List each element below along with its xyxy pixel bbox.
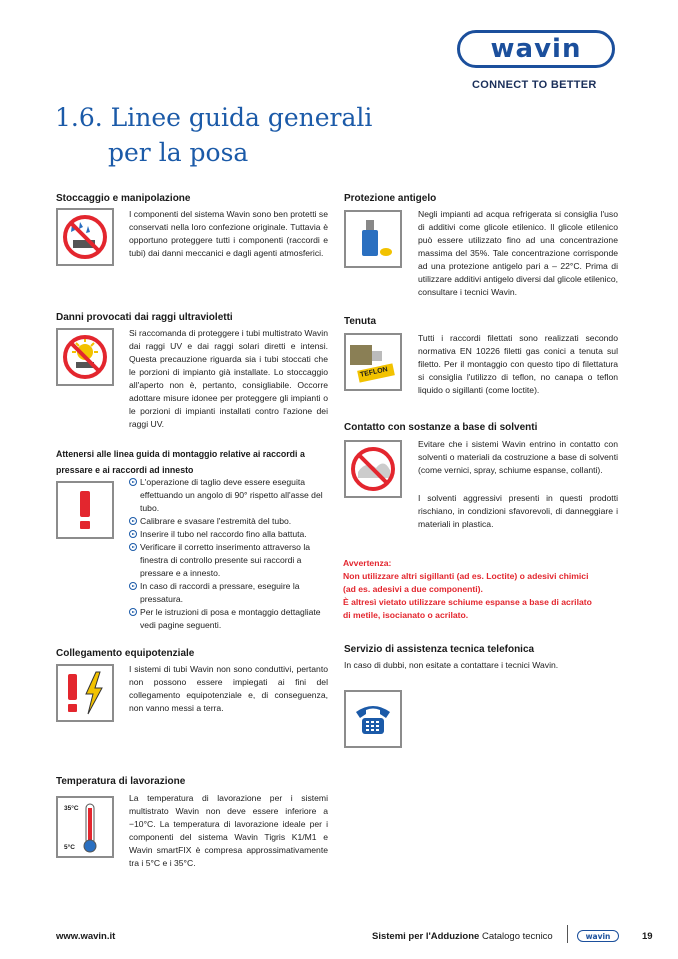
assistenza-heading: Servizio di assistenza tecnica telefonica: [344, 644, 535, 655]
footer-divider: [567, 925, 568, 943]
warning-exclamation-icon: [56, 481, 114, 539]
page-number: 19: [642, 931, 653, 942]
list-item: In caso di raccordi a pressare, eseguire la pressatura.: [129, 580, 329, 606]
antigelo-text: Negli impianti ad acqua refrigerata si consiglia l'uso di additivi come glicole etilenico. Il glicole etilenico può essere utilizzato fino ad una concentrazione massima del 35%. Tale concentrazione corrisponde ad una protezione antigelo pari a – 22°C. Prima di utilizzare additivi antigelo diversi dal glicole etilenico, consultare i tecnici Wavin.: [418, 209, 618, 297]
bullet-arrow-icon: [129, 530, 137, 538]
stoccaggio-heading: Stoccaggio e manipolazione: [56, 193, 191, 204]
list-item: Calibrare e svasare l'estremità del tubo.: [129, 515, 329, 528]
montaggio-heading-line-1: Attenersi alle linea guida di montaggio relative ai raccordi a: [56, 449, 305, 459]
wavin-logo: [457, 30, 615, 68]
footer-catalog-rest: Catalogo tecnico: [479, 931, 553, 942]
bullet-arrow-icon: [129, 582, 137, 590]
antifreeze-bottle-icon: [344, 210, 402, 268]
footer-wavin-logo: [577, 930, 619, 942]
avvertenza-line-2: (ad es. adesivi a due componenti).: [343, 584, 483, 594]
avvertenza-box: [343, 557, 592, 622]
teflon-label: TEFLON: [359, 366, 389, 379]
equipotenziale-text: I sistemi di tubi Wavin non sono conduttivi, pertanto non possono essere impiegati ai fini del collegamento equipotenziale e, di conseguenza, non vanno messi a terra.: [129, 664, 328, 713]
bullet-arrow-icon: [129, 543, 137, 551]
footer-logo-text: wavin: [585, 931, 611, 941]
avvertenza-line-1: Non utilizzare altri sigillanti (ad es. Loctite) o adesivi chimici: [343, 571, 589, 581]
bullet-arrow-icon: [129, 478, 137, 486]
tenuta-text: Tutti i raccordi filettati sono realizzati secondo normativa EN 10226 filetti gas conici a tenuta sul filetto. Per il montaggio con questo tipo di filettatura si consiglia l'utilizzo di teflon, no canapa o teflon liquido o sigillanti (come loctite).: [418, 333, 618, 395]
no-sun-icon: [56, 328, 114, 386]
tagline: CONNECT TO BETTER: [472, 79, 597, 91]
footer-url[interactable]: www.wavin.it: [56, 931, 116, 942]
no-solvents-icon: [344, 440, 402, 498]
uv-text: Si raccomanda di proteggere i tubi multistrato Wavin dai raggi UV e dai raggi solari diretti e intensi. Questa precauzione riguarda sia i tubi stoccati che le porzioni di impianto già installate. Lo stoccaggio all'aperto non è, pertanto, consigliabile. Occorre adottare misure idonee per proteggere gli impianti o le porzioni di impianti installati contro l'azione dei raggi UV.: [129, 328, 328, 429]
title-line-1: 1.6. Linee guida generali: [55, 103, 373, 132]
list-item: Inserire il tubo nel raccordo fino alla battuta.: [129, 528, 329, 541]
list-item: L'operazione di taglio deve essere eseguita effettuando un angolo di 90° rispetto all'asse del tubo.: [129, 476, 329, 515]
solventi-text-1: Evitare che i sistemi Wavin entrino in contatto con solventi o materiali da costruzione a base di solventi (come vernici, spray, schiume espanse, collanti).: [418, 439, 618, 475]
phone-icon: [344, 690, 402, 748]
avvertenza-title: Avvertenza:: [343, 558, 392, 568]
logo-text: wavin: [490, 34, 582, 64]
uv-heading: Danni provocati dai raggi ultravioletti: [56, 312, 233, 323]
montaggio-heading-line-2: pressare e ai raccordi ad innesto: [56, 465, 194, 475]
equipotenziale-heading: Collegamento equipotenziale: [56, 648, 195, 659]
electric-warning-icon: [56, 664, 114, 722]
footer-catalog: [372, 931, 553, 942]
teflon-tape-icon: [344, 333, 402, 391]
thermo-low-label: 5°C: [64, 844, 75, 851]
avvertenza-line-4: di metile, isocianato o acrilato.: [343, 610, 469, 620]
title-line-2: per la posa: [108, 138, 249, 167]
thermo-high-label: 35°C: [64, 805, 79, 812]
list-item: Per le istruzioni di posa e montaggio dettagliate vedi pagine seguenti.: [129, 606, 329, 632]
no-storage-icon: [56, 208, 114, 266]
temperatura-text: La temperatura di lavorazione per i sistemi multistrato Wavin non deve essere inferiore a −10°C. La temperatura di lavorazione ideale per i componenti del sistema Wavin Tigris K1/M1 e Wavin smartFIX è compresa approssimativamente tra i 5°C e i 35°C.: [129, 793, 328, 868]
solventi-text-2: I solventi aggressivi presenti in questi prodotti rischiano, in condizioni sfavorevoli, di danneggiare i materiali in plastica.: [418, 493, 618, 529]
page-title: [55, 100, 372, 170]
stoccaggio-text: I componenti del sistema Wavin sono ben protetti se conservati nella loro confezione originale. Tuttavia è opportuno proteggere tutti i componenti (raccordi e tubi) dai danni meccanici e dagli agenti atmosferici.: [129, 209, 328, 258]
montaggio-list: [129, 476, 329, 632]
list-item: Verificare il corretto inserimento attraverso la finestra di controllo presente sui raccordi a pressare e a innesto.: [129, 541, 329, 580]
bullet-arrow-icon: [129, 517, 137, 525]
temperatura-heading: Temperatura di lavorazione: [56, 776, 186, 787]
footer-catalog-bold: Sistemi per l'Adduzione: [372, 931, 480, 942]
avvertenza-line-3: È altresì vietato utilizzare schiume espanse a base di acrilato: [343, 597, 592, 607]
antigelo-heading: Protezione antigelo: [344, 193, 437, 204]
thermometer-icon: [56, 796, 114, 858]
bullet-arrow-icon: [129, 608, 137, 616]
solventi-heading: Contatto con sostanze a base di solventi: [344, 422, 538, 433]
assistenza-text: In caso di dubbi, non esitate a contattare i tecnici Wavin.: [344, 660, 559, 670]
tenuta-heading: Tenuta: [344, 316, 377, 327]
montaggio-heading: [56, 446, 305, 478]
